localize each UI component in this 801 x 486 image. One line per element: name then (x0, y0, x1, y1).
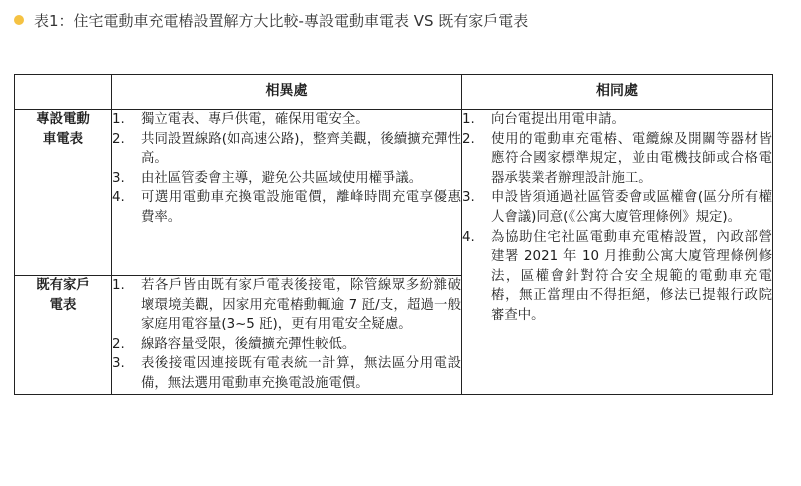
item-text: 可選用電動車充換電設施電價，離峰時間充電享優惠費率。 (141, 190, 461, 225)
item-text: 申設皆須通過社區管委會或區權會(區分所有權人會議)同意(《公寓大廈管理條例》規定)。 (491, 190, 772, 225)
item-number: 4. (112, 190, 125, 206)
item-text: 表後接電因連接既有電表統一計算，無法區分用電設備，無法選用電動車充換電設施電價。 (141, 356, 461, 391)
item-number: 2. (112, 336, 125, 352)
item-text: 共同設置線路(如高速公路)，整齊美觀，後續擴充彈性高。 (141, 131, 461, 167)
item-text: 線路容量受限，後續擴充彈性較低。 (141, 336, 356, 352)
list-item (462, 130, 772, 189)
item-text: 由社區管委會主導，避免公共區域使用權爭議。 (141, 170, 423, 186)
list-item (112, 276, 461, 335)
row-label-line: 電表 (49, 298, 77, 313)
header-empty (15, 75, 112, 110)
caption-title: 表1：住宅電動車充電樁設置解方大比較-專設電動車電表 VS 既有家戶電表 (34, 11, 529, 30)
bullet-dot-icon (14, 15, 24, 25)
item-number: 3. (112, 356, 125, 372)
differences-dedicated-meter (112, 110, 462, 276)
item-number: 1. (462, 112, 475, 127)
similarities-list (462, 110, 772, 326)
item-number: 2. (112, 131, 125, 147)
differences-list (112, 110, 461, 228)
list-item (112, 335, 461, 355)
header-differences: 相異處 (112, 75, 462, 110)
differences-existing-meter (112, 276, 462, 395)
item-text: 若各戶皆由既有家戶電表後接電，除管線眾多紛雜破壞環境美觀，因家用充電樁動輒逾 7 瓩/支，超過一般家庭用電容量(3~5 瓩)，更有用電安全疑慮。 (141, 278, 461, 333)
row-label-existing-meter (15, 276, 112, 395)
list-item (112, 188, 461, 227)
list-item (112, 130, 461, 169)
item-number: 1. (112, 112, 125, 127)
table-caption (14, 8, 528, 32)
item-number: 3. (462, 190, 475, 206)
row-label-line: 專設電動 (36, 112, 90, 127)
table-header-row (15, 75, 773, 110)
header-similarities: 相同處 (462, 75, 773, 110)
item-number: 4. (462, 229, 475, 245)
item-number: 1. (112, 278, 125, 293)
row-label-line: 既有家戶 (36, 278, 90, 293)
item-text: 為協助住宅社區電動車充電樁設置，內政部營建署 2021 年 10 月推動公寓大廈管理條例修法，區權會針對符合安全規範的電動車充電樁，無正當理由不得拒絕，修法已提報行政院審查中。 (491, 229, 772, 323)
comparison-table (14, 74, 773, 395)
list-item (112, 354, 461, 393)
list-item (462, 228, 772, 326)
differences-list (112, 276, 461, 394)
table-row (15, 110, 773, 276)
item-text: 獨立電表、專戶供電，確保用電安全。 (141, 112, 369, 127)
item-number: 3. (112, 170, 125, 186)
item-text: 使用的電動車充電樁、電纜線及開關等器材皆應符合國家標準規定，並由電機技師或合格電器承裝業者辦理設計施工。 (491, 131, 772, 186)
row-label-dedicated-meter (15, 110, 112, 276)
list-item (112, 110, 461, 130)
list-item (462, 110, 772, 130)
item-text: 向台電提出用電申請。 (491, 112, 625, 127)
row-label-line: 車電表 (42, 132, 84, 147)
item-number: 2. (462, 131, 475, 147)
similarities-cell (462, 110, 773, 395)
list-item (112, 169, 461, 189)
list-item (462, 188, 772, 227)
